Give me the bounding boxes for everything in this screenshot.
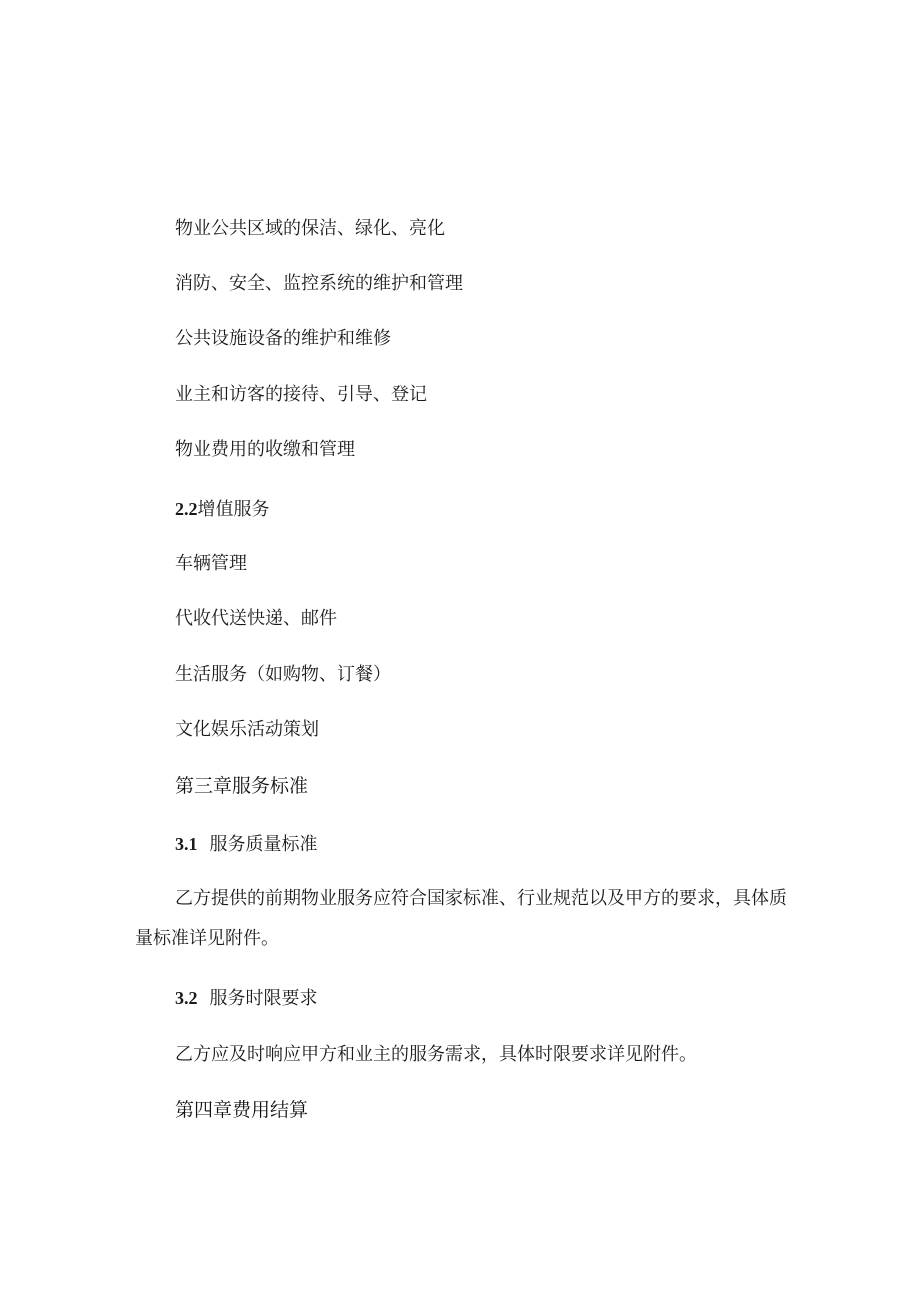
- chapter-heading-4: 第四章费用结算: [175, 1099, 309, 1121]
- section-heading-3-2: [175, 986, 318, 1011]
- list-item: 车辆管理: [175, 553, 247, 574]
- list-item: 代收代送快递、邮件: [175, 608, 337, 629]
- list-item: 物业公共区域的保洁、绿化、亮化: [175, 218, 445, 239]
- section-number: 3.2: [175, 988, 198, 1008]
- paragraph-3-2: 乙方应及时响应甲方和业主的服务需求，具体时限要求详见附件。: [175, 1044, 697, 1065]
- list-item: 物业费用的收缴和管理: [175, 439, 355, 460]
- list-item: 文化娱乐活动策划: [175, 719, 319, 740]
- section-title: 增值服务: [197, 499, 270, 520]
- list-item: 公共设施设备的维护和维修: [175, 328, 391, 349]
- list-item: 消防、安全、监控系统的维护和管理: [175, 273, 463, 294]
- chapter-heading-3: 第三章服务标准: [175, 775, 309, 797]
- list-item: 生活服务（如购物、订餐）: [175, 664, 391, 685]
- section-heading-2-2: [175, 497, 270, 522]
- section-heading-3-1: [175, 832, 318, 857]
- paragraph-3-1: 乙方提供的前期物业服务应符合国家标准、行业规范以及甲方的要求，具体质量标准详见附件。: [135, 888, 787, 949]
- section-number: 3.1: [175, 834, 198, 854]
- section-title: 服务质量标准: [209, 834, 318, 855]
- section-number: 2.2: [175, 499, 198, 519]
- list-item: 业主和访客的接待、引导、登记: [175, 384, 427, 405]
- section-title: 服务时限要求: [209, 988, 318, 1009]
